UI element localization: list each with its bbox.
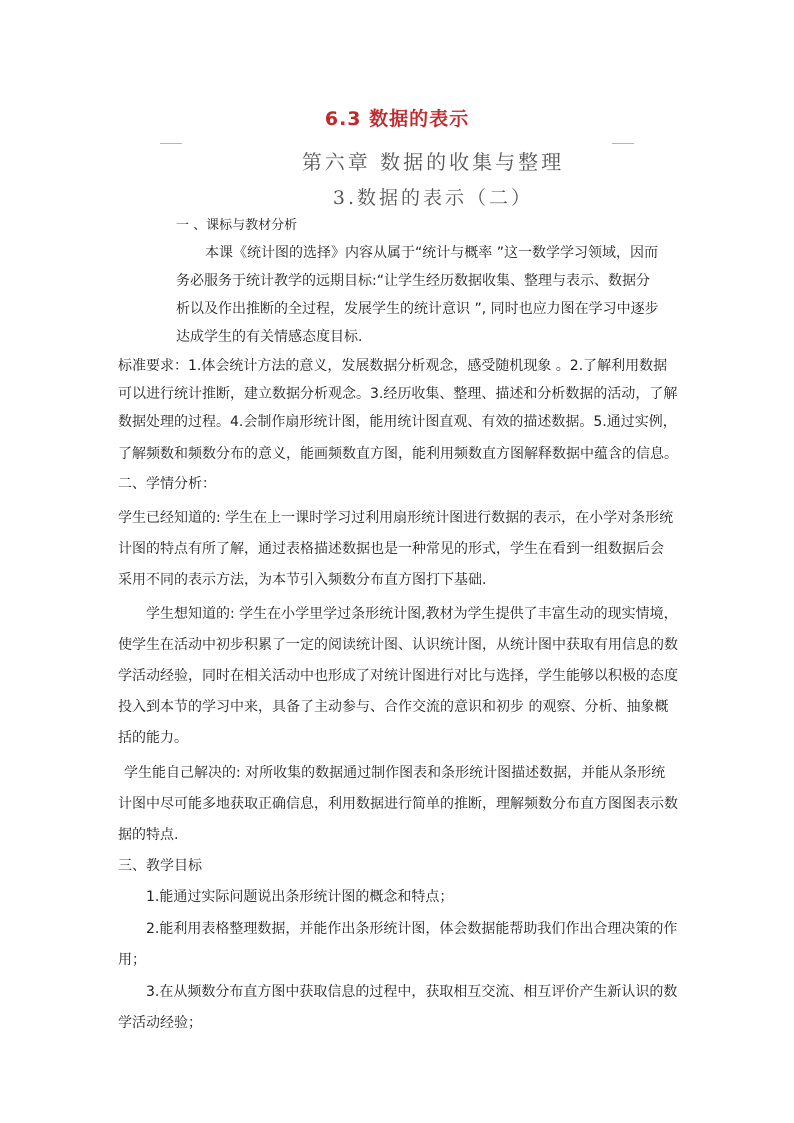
section-1-line: 务必服务于统计教学的远期目标:“让学生经历数据收集、整理与表示、数据分 xyxy=(176,273,650,289)
section-2-paragraph-2-line: 学活动经验，同时在相关活动中也形成了对统计图进行对比与选择，学生能够以积极的态度 xyxy=(118,668,678,684)
section-3-line: 2.能利用表格整理数据，并能作出条形统计图，体会数据能帮助我们作出合理决策的作 xyxy=(146,921,678,937)
page-corner-mark-right xyxy=(612,143,634,144)
section-2-paragraph-2-line: 使学生在活动中初步积累了一定的阅读统计图、认识统计图，从统计图中获取有用信息的数 xyxy=(118,637,678,653)
standards-line: 数据处理的过程。4.会制作扇形统计图，能用统计图直观、有效的描述数据。5.通过实例， xyxy=(118,414,677,430)
section-3-line: 学活动经验； xyxy=(118,1015,202,1031)
section-title: 3.数据的表示（二） xyxy=(332,187,534,209)
section-3-line: 1.能通过实际问题说出条形统计图的概念和特点； xyxy=(146,889,454,905)
section-2-paragraph-3-line: 据的特点. xyxy=(118,827,179,843)
section-2-paragraph-2-line: 学生想知道的: 学生在小学里学过条形统计图,教材为学生提供了丰富生动的现实情境， xyxy=(146,606,678,622)
standards-line: 可以进行统计推断，建立数据分析观念。3.经历收集、整理、描述和分析数据的活动，了解 xyxy=(118,386,678,402)
section-2-paragraph-1-line: 采用不同的表示方法，为本节引入频数分布直方图打下基础. xyxy=(118,572,487,588)
section-1-heading: 一 、课标与教材分析 xyxy=(176,218,298,233)
section-3-line: 3.在从频数分布直方图中获取信息的过程中，获取相互交流、相互评价产生新认识的数 xyxy=(146,984,678,1000)
standards-line: 标准要求：1.体会统计方法的意义，发展数据分析观念，感受随机现象 。2.了解利用数据 xyxy=(118,358,668,374)
section-2-paragraph-2-line: 投入到本节的学习中来，具备了主动参与、合作交流的意识和初步 的观察、分析、抽象概 xyxy=(118,699,669,715)
section-1-line: 析以及作出推断的全过程，发展学生的统计意识 ”, 同时也应力图在学习中逐步 xyxy=(176,301,659,317)
chapter-title: 第六章 数据的收集与整理 xyxy=(301,150,565,174)
section-3-heading: 三、教学目标 xyxy=(118,858,202,874)
section-2-paragraph-2-line: 括的能力。 xyxy=(118,730,188,746)
section-2-paragraph-1-line: 计图的特点有所了解，通过表格描述数据也是一种常见的形式，学生在看到一组数据后会 xyxy=(118,541,664,557)
section-1-line: 本课《统计图的选择》内容从属于“统计与概率 ”这一数学学习领域，因而 xyxy=(205,245,658,261)
section-1-line: 达成学生的有关情感态度目标. xyxy=(176,329,363,345)
document-title: 6.3 数据的表示 xyxy=(324,108,470,130)
section-2-heading: 二、学情分析： xyxy=(118,476,216,492)
section-3-line: 用； xyxy=(118,952,146,968)
section-2-paragraph-3-line: 学生能自己解决的: 对所收集的数据通过制作图表和条形统计图描述数据，并能从条形统 xyxy=(124,765,666,781)
standards-line: 了解频数和频数分布的意义，能画频数直方图，能利用频数直方图解释数据中蕴含的信息。 xyxy=(118,446,678,462)
page-corner-mark-left xyxy=(160,143,182,144)
section-2-paragraph-3-line: 计图中尽可能多地获取正确信息，利用数据进行简单的推断，理解频数分布直方图图表示数 xyxy=(118,796,678,812)
section-2-paragraph-1-line: 学生已经知道的: 学生在上一课时学习过利用扇形统计图进行数据的表示，在小学对条形统 xyxy=(118,510,674,526)
